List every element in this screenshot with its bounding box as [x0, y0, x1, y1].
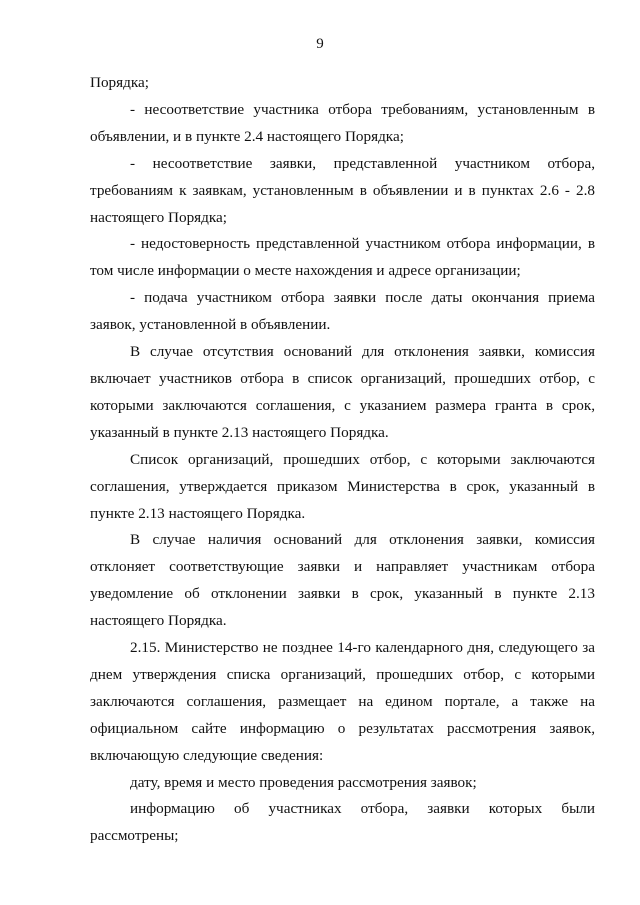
paragraph-no-grounds: В случае отсутствия оснований для отклонения заявки, комиссия включает участников отбора в список организаций, прошедших отбор, с которыми заключаются соглашения, с указанием размера гранта в срок, указанный в пункте 2.13 настоящего Порядка.: [90, 343, 595, 441]
paragraph-rejection: В случае наличия оснований для отклонения заявки, комиссия отклоняет соответствующие заявки и направляет участникам отбора уведомление об отклонении заявки в срок, указанный в пункте 2.13 настоящего Порядка.: [90, 531, 595, 630]
document-body: [90, 70, 595, 850]
list-item-late-submission: - подача участником отбора заявки после даты окончания приема заявок, установленной в объявлении.: [90, 289, 595, 334]
list-item-participants-info: информацию об участниках отбора, заявки которых были рассмотрены;: [90, 800, 595, 845]
paragraph-approved-list: Список организаций, прошедших отбор, с которыми заключаются соглашения, утверждается приказом Министерства в срок, указанный в пункте 2.13 настоящего Порядка.: [90, 450, 595, 522]
list-item-application-mismatch: - несоответствие заявки, представленной участником отбора, требованиям к заявкам, установленным в объявлении и в пунктах 2.6 - 2.8 настоящего Порядка;: [90, 154, 595, 226]
list-item-unreliable-info: - недостоверность представленной участником отбора информации, в том числе информации о месте нахождения и адресе организации;: [90, 235, 595, 280]
page-number: 9: [316, 36, 324, 52]
paragraph-clause-2-15: 2.15. Министерство не позднее 14-го календарного дня, следующего за днем утверждения списка организаций, прошедших отбор, с которыми заключаются соглашения, размещает на едином портале, а также на официальном сайте информацию о результатах рассмотрения заявок, включающую следующие сведения:: [90, 639, 595, 764]
paragraph-continuation: Порядка;: [90, 74, 149, 91]
list-item-date-time-place: дату, время и место проведения рассмотрения заявок;: [130, 773, 477, 791]
list-item-participant-mismatch: - несоответствие участника отбора требованиям, установленным в объявлении, и в пункте 2.4 настоящего Порядка;: [90, 100, 595, 145]
